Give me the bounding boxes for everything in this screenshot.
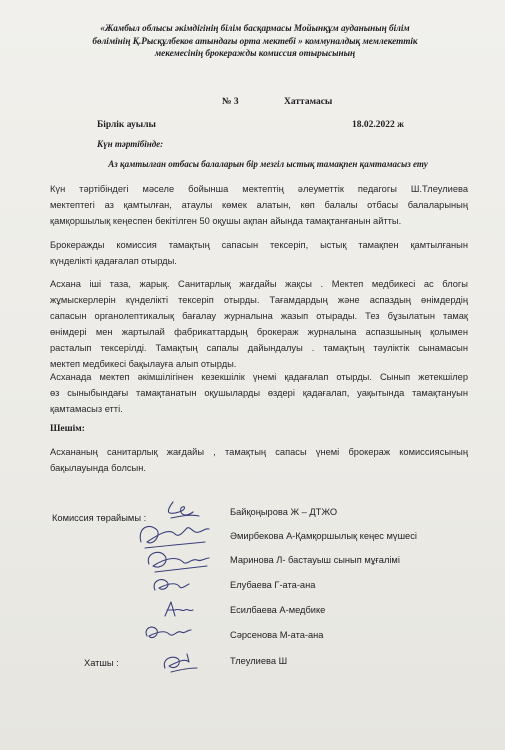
paragraph-line: күнделікті қадағалап отырды. xyxy=(50,256,177,266)
chair-label: Комиссия төрайымы : xyxy=(52,513,147,523)
decision-line: Асхананың санитарлық жағдайы , тамақтың сапасы үнемі брокераж комиссиясының xyxy=(50,447,468,457)
paragraph-line: сапасын органолептикалық бағалау журналына жазып отырады. Тез бұзылатын тамақ xyxy=(50,311,468,321)
decision-text xyxy=(50,444,468,476)
paragraph-line: қамқоршылық кеңеспен бекітілген 50 оқушы ақпан айында тамақтанғанын айтты. xyxy=(50,216,402,226)
signature-stroke xyxy=(146,627,191,637)
signature-stroke xyxy=(140,526,209,548)
signatory-name: Елубаева Г-ата-ана xyxy=(230,580,316,590)
secretary-label: Хатшы : xyxy=(84,658,119,668)
handwritten-signatures xyxy=(135,498,225,678)
protocol-number: № 3 xyxy=(222,97,239,107)
paragraph-line: Брокеражды комиссия тамақтың сапасын тексеріп, ыстық тамақпен қамтылғанын xyxy=(50,240,468,250)
paragraph-line: Асхана іші таза, жарық. Санитарлық жағдайы жақсы . Мектеп медбикесі ас блогы xyxy=(50,279,468,289)
paragraph-line: Күн тәртібіндегі мәселе бойынша мектептің әлеуметтік педагогы Ш.Тлеулиева xyxy=(50,184,468,194)
paragraph-line: мектеп медбикесі бақылауға алып отырды. xyxy=(50,359,237,369)
decision-heading: Шешім: xyxy=(50,424,85,434)
signatory-name: Тлеулиева Ш xyxy=(230,656,288,666)
paragraph-line: Асханада мектеп әкімшілігінен кезекшілік үнемі қадағалап отырды. Сынып жетекшілер xyxy=(50,372,468,382)
signatory-name: Маринова Л- бастауыш сынып мұғалімі xyxy=(230,555,400,565)
paragraph-4 xyxy=(50,369,468,417)
signatory-name: Байқоңырова Ж – ДТЖО xyxy=(230,507,338,517)
agenda-heading: Күн тәртібінде: xyxy=(97,139,164,149)
signature-stroke xyxy=(164,654,197,672)
header-line-3: мекемесінің брокеражды комиссия отырысының xyxy=(154,48,356,58)
signatory-name: Әмирбекова А-Қамқоршылық кеңес мүшесі xyxy=(230,531,417,541)
signatory-name: Сәрсенова М-ата-ана xyxy=(230,630,324,640)
paragraph-1 xyxy=(50,181,468,229)
signature-stroke xyxy=(148,552,209,572)
header-line-1: «Жамбыл облысы әкімдігінің білім басқармасы Мойынқұм ауданының білім xyxy=(100,23,410,33)
meeting-date: 18.02.2022 ж xyxy=(352,120,405,130)
paragraph-line: мектептегі аз қамтылған, атаулы көмек алатын, көп балалы отбасы балаларының xyxy=(50,200,468,210)
agenda-text: Аз қамтылған отбасы балаларын бір мезгіл ыстық тамақпен қамтамасыз ету xyxy=(108,159,428,169)
paragraph-2 xyxy=(50,237,468,269)
signature-stroke xyxy=(165,602,193,616)
signatory-name: Есилбаева А-медбике xyxy=(230,605,326,615)
protocol-label: Хаттамасы xyxy=(284,97,333,107)
paragraph-line: жұмыскерлерін күнделікті тексеріп отырды. Тағамдардың және аспаздың өнімдердің xyxy=(50,295,468,305)
header-line-2: бөлімінің Қ.Рысқұлбеков атындағы орта мектебі » коммуналдық мемлекеттік xyxy=(92,35,418,46)
document-header xyxy=(60,22,450,60)
paragraph-line: қамтамасыз етті. xyxy=(50,404,123,414)
paragraph-line: расталып тексерілді. Тамақтың сапалы дайындалуы . тамақтың тәуліктік сынамасын xyxy=(50,343,468,353)
meeting-place: Бірлік ауылы xyxy=(97,120,156,130)
paragraph-line: өнімдері мен жартылай фабрикаттардың брокераж журналына аспазшының қолымен xyxy=(50,327,468,337)
decision-line: бақылауында болсын. xyxy=(50,463,146,473)
signature-stroke xyxy=(154,580,189,590)
paragraph-3 xyxy=(50,276,468,372)
signature-stroke xyxy=(168,502,199,518)
paragraph-line: өз сыныбындағы тамақтанатын оқушыларды өздері қадағалап, уақытында тамақтануын xyxy=(50,388,468,398)
